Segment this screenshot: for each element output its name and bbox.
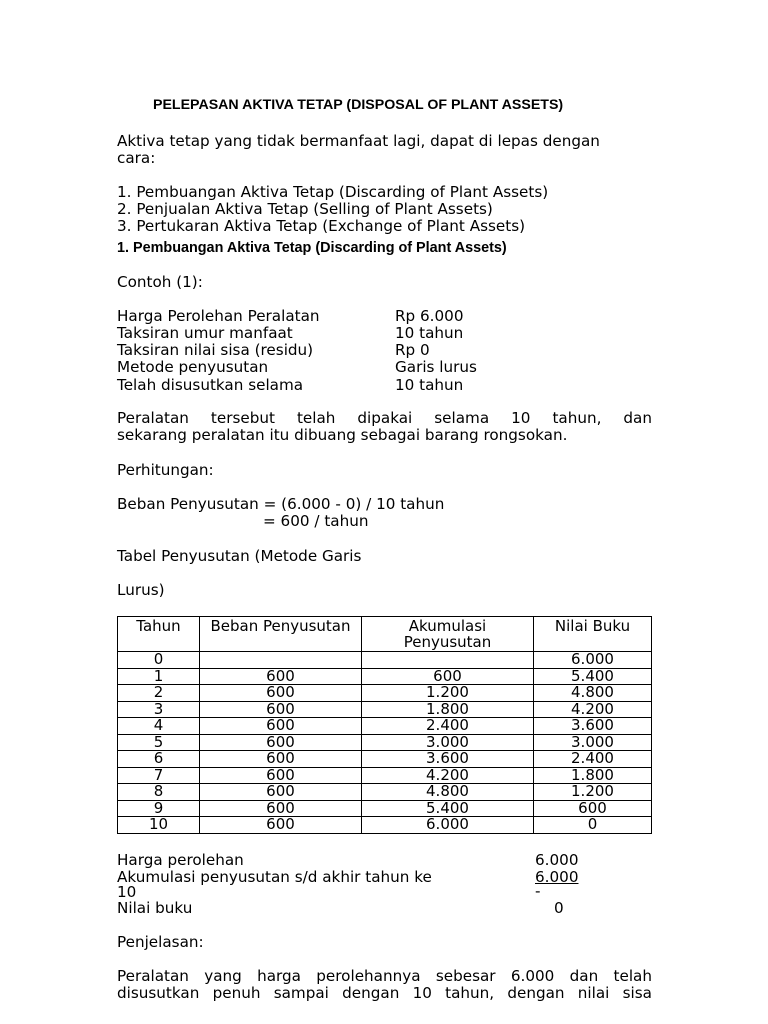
cell-tahun: 8 [118, 784, 200, 801]
cell-nilai-buku: 4.200 [534, 701, 652, 718]
table-caption: Lurus) [117, 581, 165, 599]
fact-row [117, 358, 477, 376]
fact-label: Harga Perolehan Peralatan [117, 307, 320, 325]
cell-beban [200, 652, 362, 669]
fact-row [117, 376, 464, 394]
cell-nilai-buku: 600 [534, 800, 652, 817]
cell-akumulasi: 6.000 [362, 817, 534, 834]
fact-label: Telah disusutkan selama [117, 376, 304, 394]
header-nilai-buku: Nilai Buku [534, 617, 652, 652]
cell-beban: 600 [200, 734, 362, 751]
cell-nilai-buku: 1.200 [534, 784, 652, 801]
header-beban: Beban Penyusutan [200, 617, 362, 652]
summary-akum-label: Akumulasi penyusutan s/d akhir tahun ke [117, 868, 432, 886]
cell-nilai-buku: 4.800 [534, 685, 652, 702]
cell-beban: 600 [200, 800, 362, 817]
summary-nilai-label: Nilai buku [117, 899, 193, 917]
summary-akum-value: 6.000 [535, 868, 579, 886]
cell-nilai-buku: 1.800 [534, 767, 652, 784]
cell-tahun: 1 [118, 668, 200, 685]
summary-nilai-value: 0 [554, 899, 564, 917]
cell-nilai-buku: 6.000 [534, 652, 652, 669]
fact-value: 10 tahun [395, 324, 464, 342]
depreciation-table [117, 616, 652, 834]
fact-row [117, 341, 430, 359]
cell-akumulasi: 1.200 [362, 685, 534, 702]
section-heading: 1. Pembuangan Aktiva Tetap (Discarding of Plant Assets) [117, 240, 507, 256]
header-tahun: Tahun [118, 617, 200, 652]
cell-akumulasi: 3.600 [362, 751, 534, 768]
explain-label: Penjelasan: [117, 933, 204, 951]
intro-text: cara: [117, 149, 156, 167]
calc-label: Perhitungan: [117, 461, 214, 479]
cell-akumulasi: 600 [362, 668, 534, 685]
table-row [118, 800, 652, 817]
cell-beban: 600 [200, 817, 362, 834]
cell-beban: 600 [200, 718, 362, 735]
example-label: Contoh (1): [117, 273, 203, 291]
fact-value: 10 tahun [395, 376, 464, 394]
cell-akumulasi: 2.400 [362, 718, 534, 735]
fact-label: Taksiran umur manfaat [117, 324, 293, 342]
cell-tahun: 7 [118, 767, 200, 784]
cell-tahun: 3 [118, 701, 200, 718]
cell-nilai-buku: 3.600 [534, 718, 652, 735]
paragraph-line: Peralatan yang harga perolehannya sebesar 6.000 dan telah [117, 967, 652, 985]
cell-tahun: 0 [118, 652, 200, 669]
table-caption: Tabel Penyusutan (Metode Garis [117, 547, 362, 565]
fact-value: Rp 0 [395, 341, 430, 359]
header-akumulasi-line: Akumulasi [408, 617, 487, 635]
calc-line: = 600 / tahun [263, 512, 369, 530]
header-akumulasi-line: Penyusutan [403, 633, 492, 651]
method-item: 3. Pertukaran Aktiva Tetap (Exchange of Plant Assets) [117, 217, 526, 235]
cell-akumulasi: 4.800 [362, 784, 534, 801]
cell-beban: 600 [200, 701, 362, 718]
table-row [118, 685, 652, 702]
calc-line: Beban Penyusutan = (6.000 - 0) / 10 tahun [117, 495, 445, 513]
cell-beban: 600 [200, 751, 362, 768]
cell-beban: 600 [200, 685, 362, 702]
cell-tahun: 2 [118, 685, 200, 702]
paragraph-line: disusutkan penuh sampai dengan 10 tahun, dengan nilai sisa [117, 984, 652, 1002]
fact-row [117, 307, 464, 325]
paragraph-line: sekarang peralatan itu dibuang sebagai barang rongsokan. [117, 426, 568, 444]
summary-minus: - [535, 882, 541, 900]
cell-tahun: 9 [118, 800, 200, 817]
summary-harga-label: Harga perolehan [117, 851, 244, 869]
document-title: PELEPASAN AKTIVA TETAP (DISPOSAL OF PLANT ASSETS) [153, 97, 564, 113]
method-item: 2. Penjualan Aktiva Tetap (Selling of Plant Assets) [117, 200, 493, 218]
table-row [118, 718, 652, 735]
cell-akumulasi: 5.400 [362, 800, 534, 817]
table-row [118, 784, 652, 801]
cell-beban: 600 [200, 767, 362, 784]
fact-value: Rp 6.000 [395, 307, 464, 325]
summary-harga-value: 6.000 [535, 851, 579, 869]
table-row [118, 652, 652, 669]
header-akumulasi [362, 617, 534, 652]
cell-akumulasi: 4.200 [362, 767, 534, 784]
method-item: 1. Pembuangan Aktiva Tetap (Discarding of Plant Assets) [117, 183, 549, 201]
table-header-row [118, 617, 652, 652]
cell-akumulasi: 1.800 [362, 701, 534, 718]
summary-akum-label-cont: 10 [117, 883, 137, 901]
cell-tahun: 4 [118, 718, 200, 735]
cell-tahun: 5 [118, 734, 200, 751]
cell-akumulasi: 3.000 [362, 734, 534, 751]
paragraph-line: Peralatan tersebut telah dipakai selama 10 tahun, dan [117, 409, 652, 427]
cell-nilai-buku: 5.400 [534, 668, 652, 685]
cell-nilai-buku: 3.000 [534, 734, 652, 751]
cell-tahun: 6 [118, 751, 200, 768]
intro-text: Aktiva tetap yang tidak bermanfaat lagi, dapat di lepas dengan [117, 132, 600, 150]
cell-beban: 600 [200, 668, 362, 685]
table-row [118, 751, 652, 768]
cell-beban: 600 [200, 784, 362, 801]
fact-row [117, 324, 464, 342]
fact-label: Taksiran nilai sisa (residu) [117, 341, 314, 359]
fact-value: Garis lurus [395, 358, 477, 376]
fact-label: Metode penyusutan [117, 358, 269, 376]
cell-nilai-buku: 0 [534, 817, 652, 834]
table-body [118, 652, 652, 834]
cell-tahun: 10 [118, 817, 200, 834]
table-row [118, 817, 652, 834]
cell-nilai-buku: 2.400 [534, 751, 652, 768]
cell-akumulasi [362, 652, 534, 669]
